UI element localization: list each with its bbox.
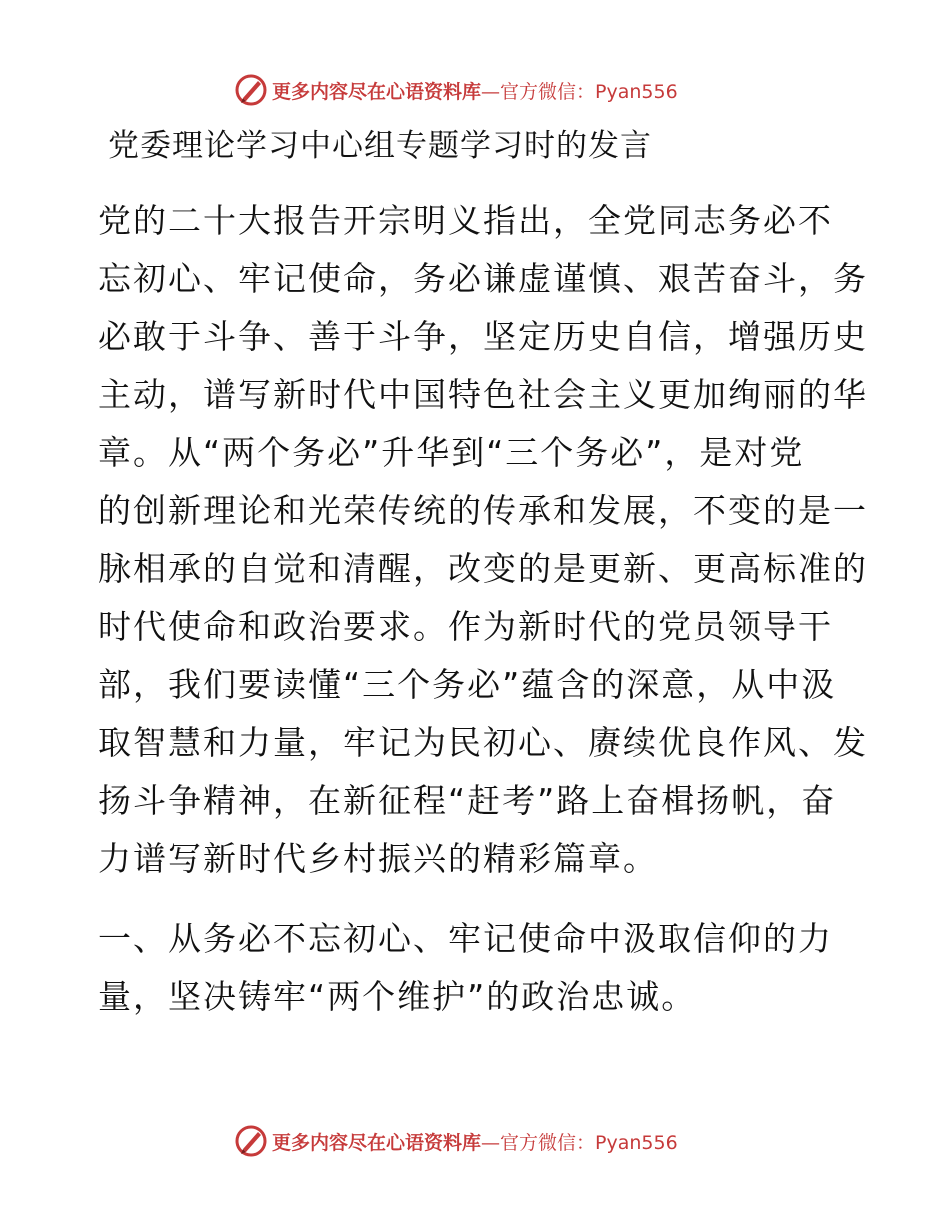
paragraph-line: 主动，谱写新时代中国特色社会主义更加绚丽的华 [98,375,868,414]
paragraph-line: 部，我们要读懂“三个务必”蕴含的深意，从中汲 [98,665,837,704]
watermark-wechat-id: Pyan556 [595,1131,678,1154]
pen-logo-icon [234,73,268,107]
watermark-wechat-id: Pyan556 [595,80,678,103]
watermark-separator: —官方微信： [481,80,596,103]
paragraph-line: 扬斗争精神，在新征程“赶考”路上奋楫扬帆，奋 [98,781,837,820]
pen-logo-icon [234,1124,268,1158]
watermark-site: 更多内容尽在心语资料库 [272,80,482,103]
paragraph-line: 时代使命和政治要求。作为新时代的党员领导干 [98,607,833,646]
footer-watermark [234,1123,678,1159]
paragraph-line: 必敢于斗争、善于斗争，坚定历史自信，增强历史 [98,317,868,356]
header-watermark [234,72,678,108]
watermark-site: 更多内容尽在心语资料库 [272,1131,482,1154]
paragraph-line: 一、从务必不忘初心、牢记使命中汲取信仰的力 [98,919,833,958]
document-title: 党委理论学习中心组专题学习时的发言 [108,128,652,164]
paragraph-line: 取智慧和力量，牢记为民初心、赓续优良作风、发 [98,723,868,762]
paragraph-line: 党的二十大报告开宗明义指出，全党同志务必不 [98,201,833,240]
paragraph-line: 力谱写新时代乡村振兴的精彩篇章。 [98,839,658,878]
body-paragraph [98,192,868,888]
watermark-text [272,1128,678,1155]
watermark-separator: —官方微信： [481,1131,596,1154]
paragraph-line: 脉相承的自觉和清醒，改变的是更新、更高标准的 [98,549,868,588]
section-heading-paragraph [98,910,858,1026]
paragraph-line: 量，坚决铸牢“两个维护”的政治忠诚。 [98,977,697,1016]
paragraph-line: 章。从“两个务必”升华到“三个务必”，是对党 [98,433,805,472]
watermark-text [272,77,678,104]
paragraph-line: 的创新理论和光荣传统的传承和发展，不变的是一 [98,491,868,530]
paragraph-line: 忘初心、牢记使命，务必谦虚谨慎、艰苦奋斗，务 [98,259,868,298]
